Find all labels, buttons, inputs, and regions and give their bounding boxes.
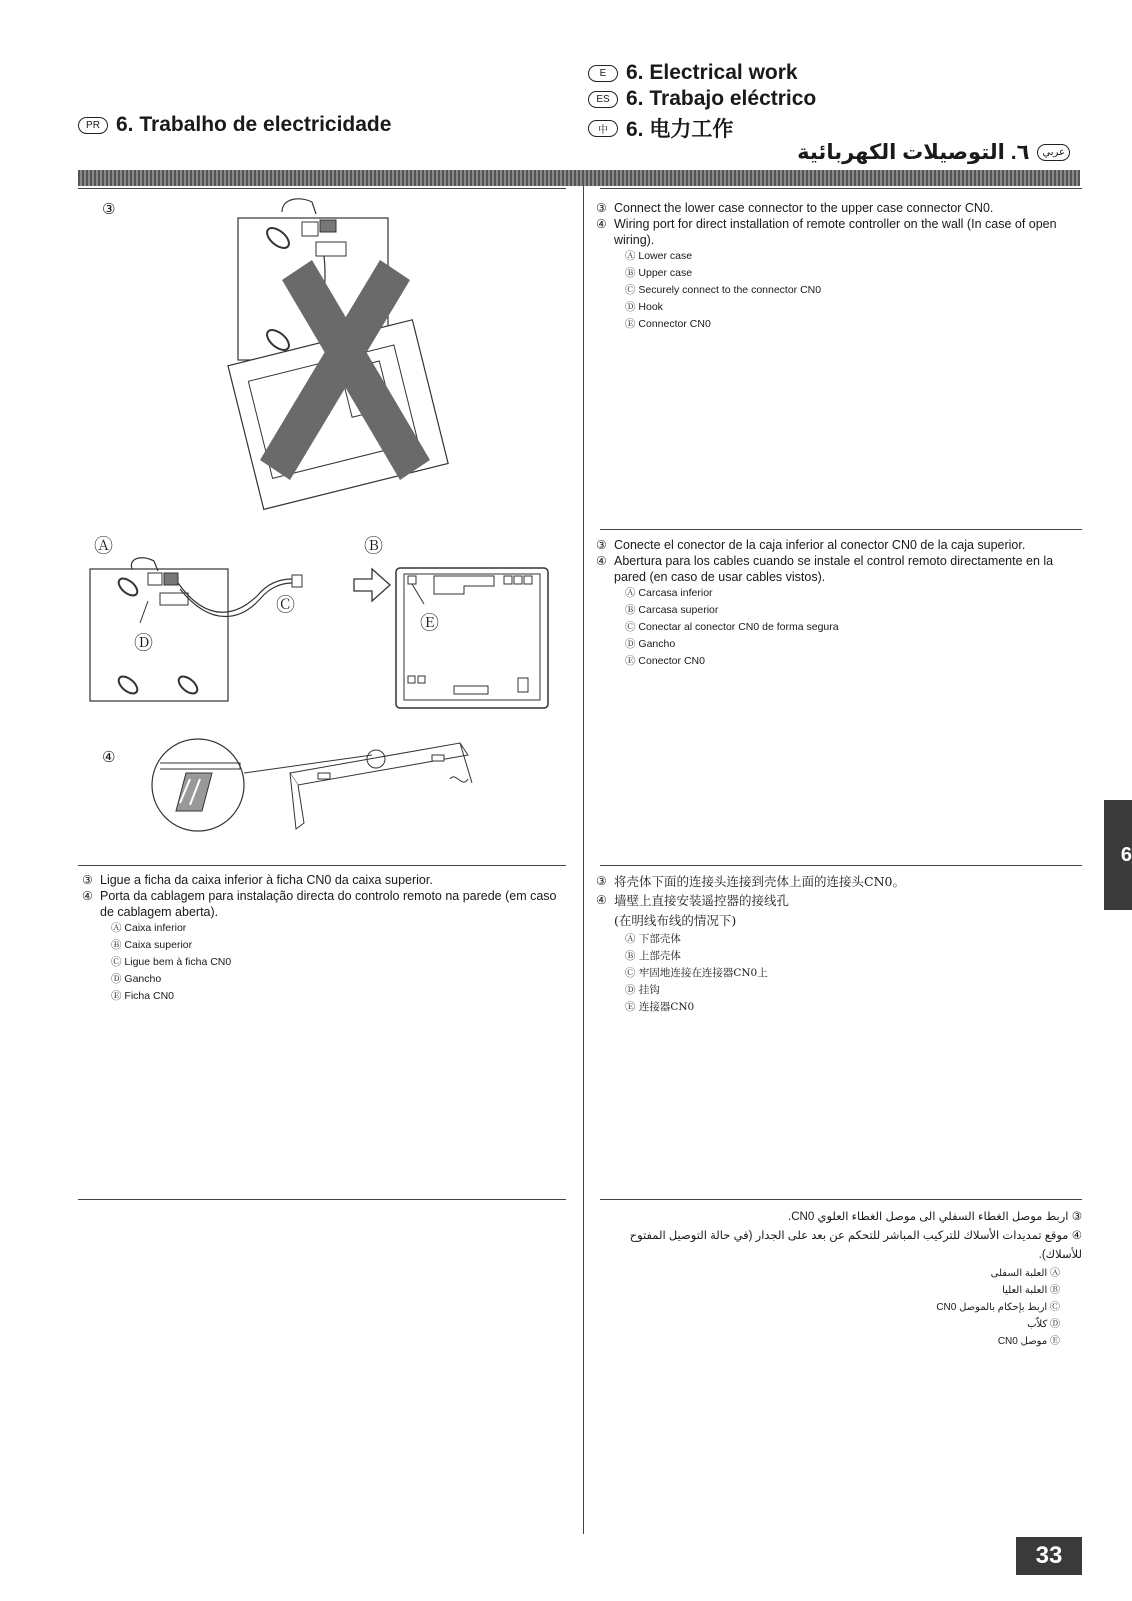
legend-c: Ⓒ اربط بإحكام بالموصل CN0 — [936, 1302, 1060, 1313]
legend-c: Ⓒ Securely connect to the connector CN0 — [625, 284, 822, 296]
item-number: ④ — [82, 889, 93, 903]
english-item-4 — [596, 216, 1082, 248]
legend-a: Ⓐ Carcasa inferior — [625, 587, 713, 599]
legend-d: Ⓓ Gancho — [111, 973, 162, 985]
legend-e: Ⓔ Conector CN0 — [625, 655, 705, 667]
spanish-item-3 — [596, 537, 1082, 553]
portuguese-item-3 — [82, 872, 566, 888]
item-text: Abertura para los cables cuando se instale el control remoto directamente en la pared (en caso de usar cables vistos). — [614, 554, 1054, 584]
rule-left-bottom — [78, 1199, 566, 1200]
spanish-item-4 — [596, 553, 1082, 585]
legend-e: Ⓔ موصل CN0 — [997, 1336, 1060, 1347]
language-badge-ar: عربي — [1037, 144, 1070, 161]
item-text: موقع تمديدات الأسلاك للتركيب المباشر للتحكم عن بعد على الجدار (في حالة التوصيل المفتوح للأسلاك). — [629, 1230, 1082, 1261]
item-number: ④ — [1071, 1230, 1082, 1242]
section-arabic — [600, 1208, 1082, 1350]
chinese-item-4 — [596, 891, 1082, 910]
item-number: ③ — [1071, 1211, 1082, 1223]
header-pr — [78, 113, 391, 137]
figure-4-illustration — [150, 733, 510, 843]
rule-right-chinese — [600, 865, 1082, 866]
figure-c-label: Ⓒ — [276, 595, 296, 616]
item-number: ③ — [596, 874, 607, 888]
legend-b: Ⓑ 上部壳体 — [625, 950, 681, 962]
legend-c: Ⓒ 牢固地连接在连接器CN0上 — [625, 967, 768, 979]
page-number: 33 — [1016, 1537, 1082, 1575]
rule-right-spanish — [600, 529, 1082, 530]
item-number: ③ — [596, 538, 607, 552]
figure-a-illustration — [88, 555, 318, 715]
figure-4-label: ④ — [102, 749, 116, 766]
chapter-tab-number: 6 — [1120, 843, 1132, 866]
language-badge-zh: 中 — [588, 120, 618, 137]
figure-b-label: Ⓑ — [364, 536, 384, 557]
legend-d: Ⓓ Gancho — [625, 638, 676, 650]
language-badge-es: ES — [588, 91, 618, 108]
item-text: 墙壁上直接安装遥控器的接线孔 — [614, 893, 790, 908]
chapter-tab — [1104, 800, 1132, 910]
item-number: ③ — [596, 201, 607, 215]
item-number: ③ — [82, 873, 93, 887]
item-text: اربط موصل الغطاء السفلي الى موصل الغطاء العلوي CN0. — [788, 1211, 1069, 1223]
legend-b: Ⓑ Caixa superior — [111, 939, 193, 951]
arabic-item-3 — [600, 1208, 1082, 1227]
legend-d: Ⓓ كلاّب — [1027, 1319, 1060, 1330]
page-title-ar: ٦. التوصيلات الكهربائية — [797, 141, 1030, 164]
arrow-icon — [352, 567, 392, 603]
section-english — [596, 200, 1082, 333]
figure-a-label: Ⓐ — [94, 536, 114, 557]
legend-a: Ⓐ العلبة السفلى — [990, 1268, 1060, 1279]
rule-left-top — [78, 188, 566, 189]
item-number: ④ — [596, 554, 607, 568]
legend-d: Ⓓ 挂钩 — [625, 984, 660, 996]
header-es — [588, 87, 816, 111]
section-portuguese — [82, 872, 566, 1005]
legend-e: Ⓔ Connector CN0 — [625, 318, 711, 330]
item-text: Wiring port for direct installation of remote controller on the wall (In case of open wiring). — [614, 217, 1057, 247]
page-title-es: 6. Trabajo eléctrico — [626, 87, 817, 110]
legend-a: Ⓐ Caixa inferior — [111, 922, 187, 934]
figure-3-label: ③ — [102, 201, 116, 218]
item-number: ④ — [596, 893, 607, 907]
language-badge-pr: PR — [78, 117, 108, 134]
header-bar — [78, 170, 1080, 186]
legend-b: Ⓑ Carcasa superior — [625, 604, 719, 616]
figure-d-label: Ⓓ — [134, 633, 154, 654]
rule-right-arabic — [600, 1199, 1082, 1200]
language-badge-e: E — [588, 65, 618, 82]
item-text: Connect the lower case connector to the upper case connector CN0. — [614, 201, 994, 215]
header-zh — [588, 113, 733, 143]
legend-c: Ⓒ Conectar al conector CN0 de forma segura — [625, 621, 839, 633]
chinese-item-4-note: (在明线布线的情况下) — [614, 913, 737, 928]
legend-c: Ⓒ Ligue bem à ficha CN0 — [111, 956, 232, 968]
header-ar — [797, 140, 1070, 165]
portuguese-item-4 — [82, 888, 566, 920]
header-e — [588, 61, 798, 85]
legend-a: Ⓐ 下部壳体 — [625, 933, 681, 945]
legend-b: Ⓑ العلبة العليا — [1002, 1285, 1060, 1296]
legend-e: Ⓔ Ficha CN0 — [111, 990, 175, 1002]
section-spanish — [596, 537, 1082, 670]
section-chinese — [596, 872, 1082, 1016]
figure-b-illustration — [394, 566, 554, 716]
item-text: Porta da cablagem para instalação directa do controlo remoto na parede (em caso de cablagem aberta). — [100, 889, 557, 919]
item-number: ④ — [596, 217, 607, 231]
rule-right-top — [600, 188, 1082, 189]
item-text: 将壳体下面的连接头连接到壳体上面的连接头CN0。 — [614, 874, 905, 889]
legend-b: Ⓑ Upper case — [625, 267, 693, 279]
item-text: Conecte el conector de la caja inferior al conector CN0 de la caja superior. — [614, 538, 1026, 552]
column-divider — [583, 186, 584, 1534]
page-title-zh: 6. 电力工作 — [626, 118, 734, 141]
rule-left-portuguese — [78, 865, 566, 866]
page-title-pr: 6. Trabalho de electricidade — [116, 113, 392, 136]
page-title-e: 6. Electrical work — [626, 61, 798, 84]
chinese-item-3 — [596, 872, 1082, 891]
item-text: Ligue a ficha da caixa inferior à ficha CN0 da caixa superior. — [100, 873, 433, 887]
figure-3-illustration — [220, 190, 460, 520]
legend-a: Ⓐ Lower case — [625, 250, 693, 262]
english-item-3 — [596, 200, 1082, 216]
figure-e-label: Ⓔ — [420, 613, 440, 634]
arabic-item-4 — [600, 1227, 1082, 1265]
legend-d: Ⓓ Hook — [625, 301, 663, 313]
legend-e: Ⓔ 连接器CN0 — [625, 1001, 695, 1013]
